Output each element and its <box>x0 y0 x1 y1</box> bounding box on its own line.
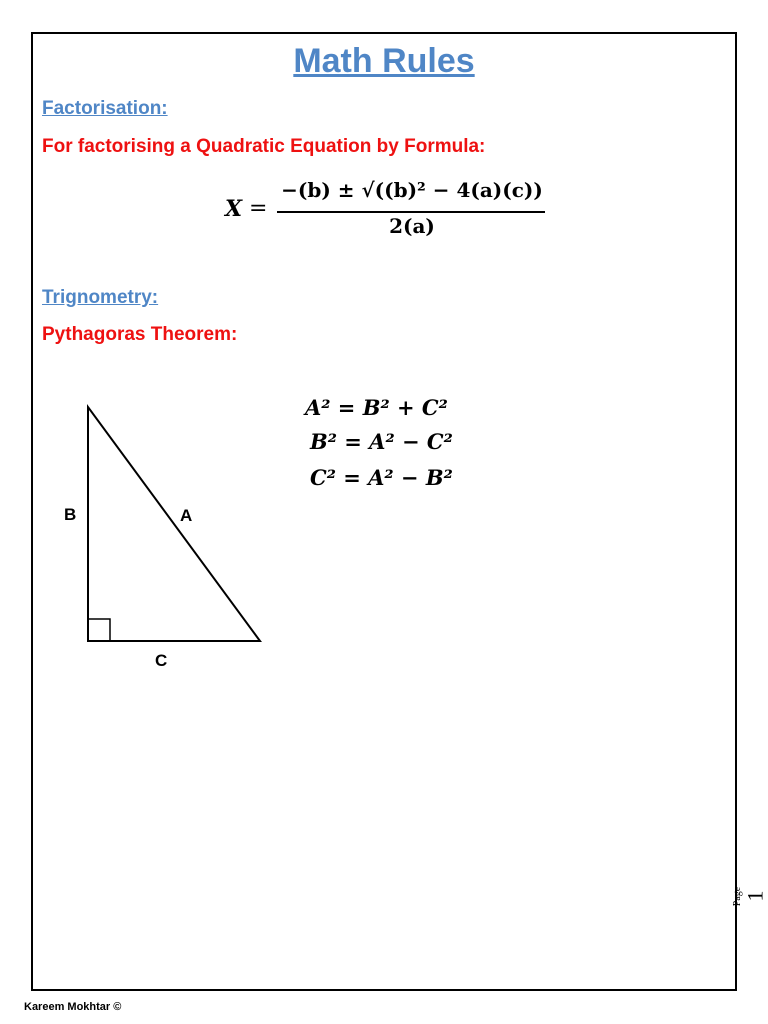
equation-1: A² = B² + C² <box>305 395 448 420</box>
right-angle-marker <box>88 619 110 641</box>
triangle-shape <box>88 407 260 641</box>
page-number <box>732 865 768 915</box>
page-label: Page <box>732 886 744 907</box>
trigonometry-heading: Trignometry: <box>42 287 159 308</box>
footer-author: Kareem Mokhtar © <box>24 1001 122 1013</box>
formula-denominator: 2(a) <box>389 214 435 238</box>
page-title: Math Rules <box>293 42 475 80</box>
side-label-b: B <box>64 505 77 524</box>
page-number-value: 1 <box>742 890 768 902</box>
pythagoras-subheading: Pythagoras Theorem: <box>42 324 238 345</box>
formula-lhs: X <box>225 196 243 222</box>
factorisation-heading: Factorisation: <box>42 98 168 119</box>
formula-equals: = <box>249 196 268 221</box>
side-label-c: C <box>155 651 168 670</box>
side-label-a: A <box>180 506 193 525</box>
quadratic-subheading: For factorising a Quadratic Equation by Formula: <box>42 136 486 157</box>
equation-3: C² = A² − B² <box>310 465 453 490</box>
formula-numerator: −(b) ± √((b)² − 4(a)(c)) <box>281 178 543 202</box>
equation-2: B² = A² − C² <box>310 429 453 454</box>
